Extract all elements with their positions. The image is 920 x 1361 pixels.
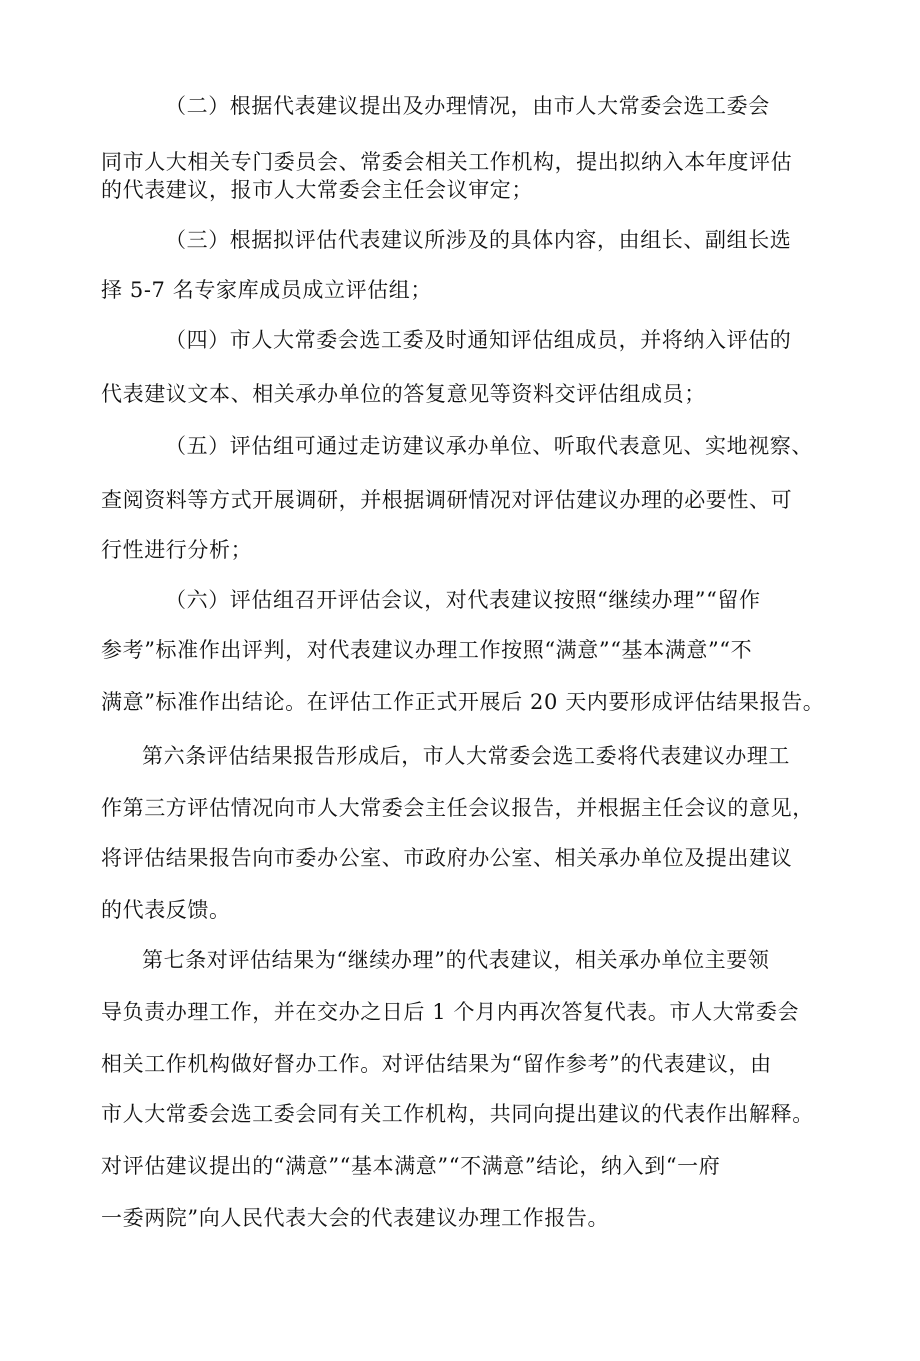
text-line: （三）根据拟评估代表建议所涉及的具体内容，由组长、副组长选 [165,228,792,252]
text-line: 导负责办理工作，并在交办之日后 1 个月内再次答复代表。市人大常委会 [101,1000,800,1024]
text-line: 查阅资料等方式开展调研，并根据调研情况对评估建议办理的必要性、可 [101,488,793,512]
text-line: 第六条评估结果报告形成后，市人大常委会选工委将代表建议办理工 [142,744,790,768]
text-line: （六）评估组召开评估会议，对代表建议按照“继续办理”“留作 [165,588,761,612]
text-line: 参考”标准作出评判，对代表建议办理工作按照“满意”“基本满意”“不 [101,638,753,662]
text-line: （五）评估组可通过走访建议承办单位、听取代表意见、实地视察、 [165,434,813,458]
text-line: 行性进行分析； [101,538,253,562]
text-line: 满意”标准作出结论。在评估工作正式开展后 20 天内要形成评估结果报告。 [101,690,825,714]
text-line: 的代表反馈。 [101,898,231,922]
text-line: 一委两院”向人民代表大会的代表建议办理工作报告。 [101,1206,610,1230]
text-line: 对评估建议提出的“满意”“基本满意”“不满意”结论，纳入到“一府 [101,1154,721,1178]
text-line: 相关工作机构做好督办工作。对评估结果为“留作参考”的代表建议，由 [101,1052,772,1076]
text-line: 同市人大相关专门委员会、常委会相关工作机构，提出拟纳入本年度评估 [101,150,793,174]
text-line: 作第三方评估情况向市人大常委会主任会议报告，并根据主任会议的意见， [101,796,814,820]
text-line: 代表建议文本、相关承办单位的答复意见等资料交评估组成员； [101,382,706,406]
text-line: 将评估结果报告向市委办公室、市政府办公室、相关承办单位及提出建议 [101,846,793,870]
text-line: 第七条对评估结果为“继续办理”的代表建议，相关承办单位主要领 [142,948,770,972]
text-line: （四）市人大常委会选工委及时通知评估组成员，并将纳入评估的 [165,328,792,352]
text-line: 市人大常委会选工委会同有关工作机构，共同向提出建议的代表作出解释。 [101,1102,814,1126]
text-line: 的代表建议，报市人大常委会主任会议审定； [101,178,533,202]
text-line: 择 5-7 名专家库成员成立评估组； [101,278,432,302]
text-line: （二）根据代表建议提出及办理情况，由市人大常委会选工委会 [165,94,770,118]
